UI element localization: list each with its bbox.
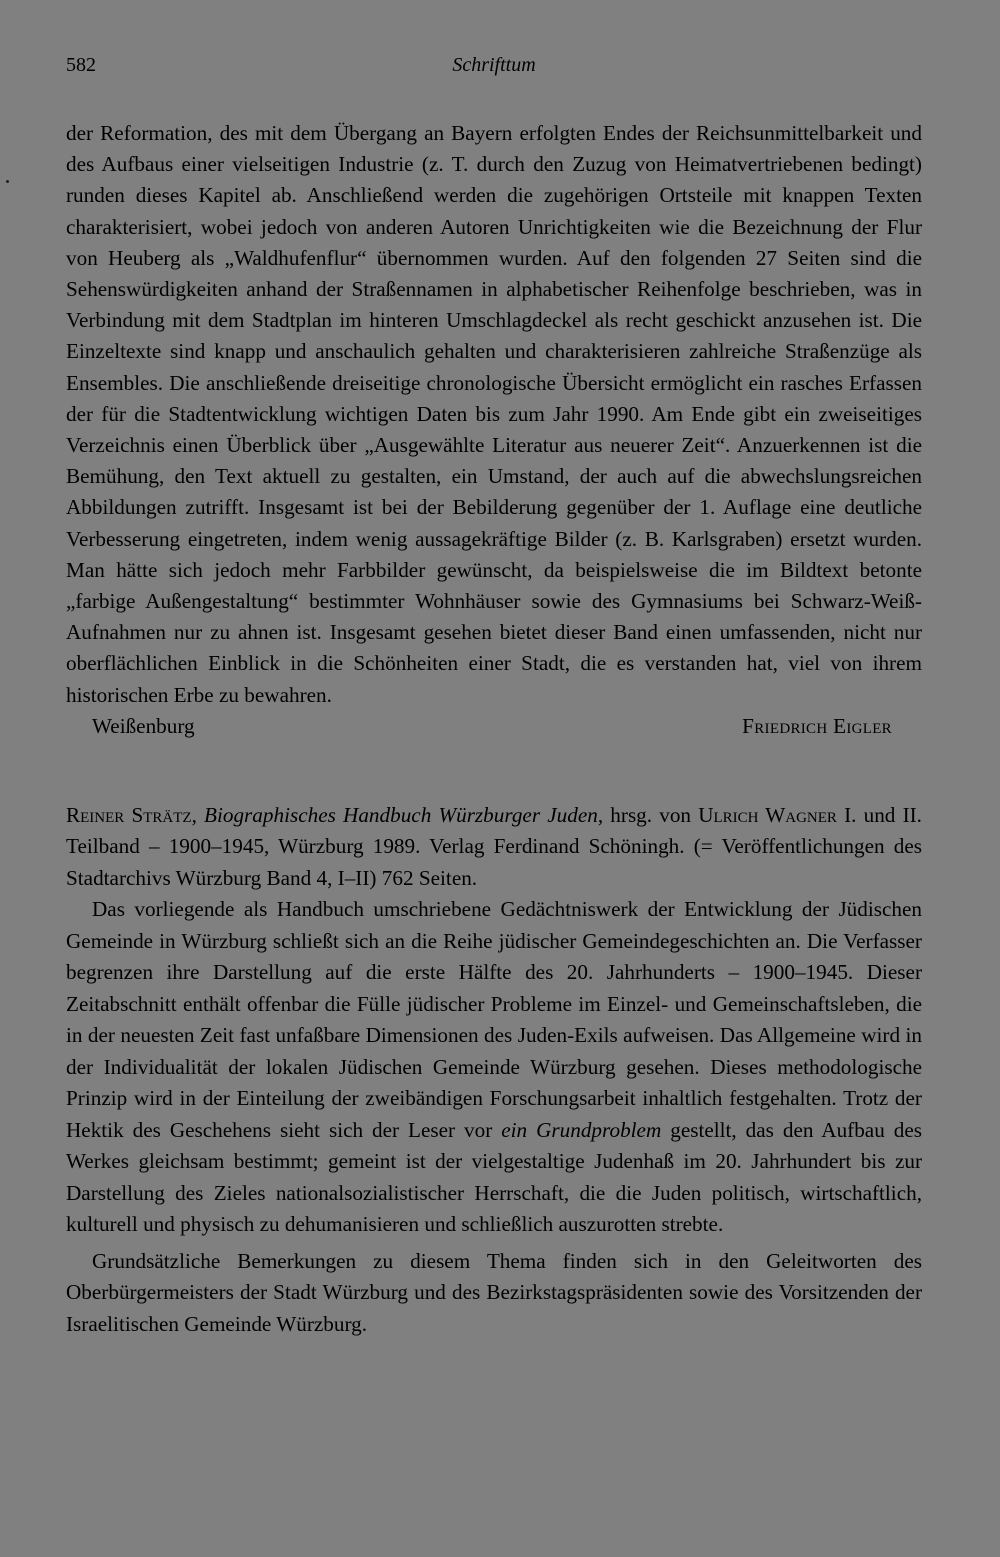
review-continuation-paragraph: der Reformation, des mit dem Übergang an Bayern erfolgten Endes der Reichsunmittelbarkeit und des Aufbaus einer vielseitigen Industrie (z. T. durch den Zuzug von Heimatvertriebenen bedingt) runden dieses Kapitel ab. Anschließend werden die zugehörigen Ortsteile mit knappen Texten charakterisiert, wobei jedoch von anderen Autoren Unrichtigkeiten wie die Bezeichnung der Flur von Heuberg als „Waldhufenflur“ übernommen wurden. Auf den folgenden 27 Seiten sind die Sehenswürdigkeiten anhand der Straßennamen in alphabetischer Reihenfolge beschrieben, was in Verbindung mit dem Stadtplan im hinteren Umschlagdeckel als recht geschickt anzusehen ist. Die Einzeltexte sind knapp und anschaulich gehalten und charakterisieren zahlreiche Straßenzüge als Ensembles. Die anschließende dreiseitige chronologische Übersicht ermöglicht ein rasches Erfassen der für die Stadtentwicklung wichtigen Daten bis zum Jahr 1990. Am Ende gibt ein zweiseitiges Verzeichnis einen Überblick über „Ausgewählte Literatur aus neuerer Zeit“. Anzuerkennen ist die Bemühung, den Text aktuell zu gestalten, ein Umstand, der auch auf die abwechslungsreichen Abbildungen zutrifft. Insgesamt ist bei der Bebilderung gegenüber der 1. Auflage eine deutliche Verbesserung eingetreten, indem wenig aussagekräftige Bilder (z. B. Karlsgraben) ersetzt wurden. Man hätte sich jedoch mehr Farbbilder gewünscht, da beispielsweise die im Bildtext betonte „farbige Außengestaltung“ bestimmter Wohnhäuser sowie des Gymnasiums bei Schwarz-Weiß-Aufnahmen nur zu ahnen ist. Insgesamt gesehen bietet dieser Band einen umfassenden, nicht nur oberflächlichen Einblick in die Schönheiten einer Stadt, die es verstanden hat, viel von ihrem historischen Erbe zu bewahren.: [66, 121, 922, 707]
book-editor: Ulrich Wagner: [698, 802, 837, 827]
review-signature: [66, 711, 922, 742]
running-title: Schrifttum: [452, 54, 536, 76]
review-paragraph-1: [66, 894, 922, 1241]
review-continuation: [66, 118, 922, 711]
paragraph-1-emphasis: ein Grundproblem: [501, 1117, 662, 1142]
running-head: [66, 50, 922, 80]
book-author: Reiner Strätz: [66, 802, 192, 827]
review-heading: [66, 800, 922, 895]
book-title: Biographisches Handbuch Würzburger Juden: [204, 802, 598, 827]
editor-prefix: , hrsg. von: [597, 802, 699, 827]
book-page: [66, 50, 922, 1340]
paragraph-1-text-start: Das vorliegende als Handbuch umschriebene Gedächtniswerk der Entwicklung der Jüdischen Gemeinde in Würzburg schließt sich an die Reihe jüdischer Gemeindegeschichten an. Die Verfasser begrenzen ihre Darstellung auf die erste Hälfte des 20. Jahrhunderts – 1900–1945. Dieser Zeitabschnitt enthält offenbar die Fülle jüdischer Probleme im Einzel- und Gemeinschaftsleben, die in der neuesten Zeit fast unfaßbare Dimensionen des Juden-Exils aufweisen. Das Allgemeine wird in der Individualität der lokalen Jüdischen Gemeinde Würzburg gesehen. Dieses methodologische Prinzip wird in der Einteilung der zweibändigen Forschungsarbeit inhaltlich festgehalten. Trotz der Hektik des Geschehens sieht sich der Leser vor: [66, 897, 922, 1142]
paragraph-1-text-end: gestellt, das den Aufbau des Werkes gleichsam bestimmt; gemeint ist der vielgestaltige Judenhaß im 20. Jahrhundert bis zur Darstellung des Zieles nationalsozialistischer Herrschaft, die die Juden politisch, wirtschaftlich, kulturell und physisch zu dehumanisieren und schließlich auszurotten strebte.: [66, 1117, 923, 1237]
review-paragraph-2: Grundsätzliche Bemerkungen zu diesem Thema finden sich in den Geleitworten des Oberbürgermeisters der Stadt Würzburg und des Bezirkstagspräsidenten sowie des Vorsitzenden der Israelitischen Gemeinde Würzburg.: [66, 1248, 922, 1336]
signature-place: Weißenburg: [92, 713, 195, 738]
signature-author: Friedrich Eigler: [742, 713, 892, 738]
page-number: 582: [66, 54, 96, 76]
review-body: [66, 894, 922, 1340]
heading-separator: ,: [191, 802, 205, 827]
scan-speck: [6, 180, 9, 183]
bibliographic-details: I. und II. Teilband – 1900–1945, Würzburg 1989. Verlag Ferdinand Schöningh. (= Veröffentlichungen des Stadtarchivs Würzburg Band 4, I–II) 762 Seiten.: [66, 802, 922, 890]
